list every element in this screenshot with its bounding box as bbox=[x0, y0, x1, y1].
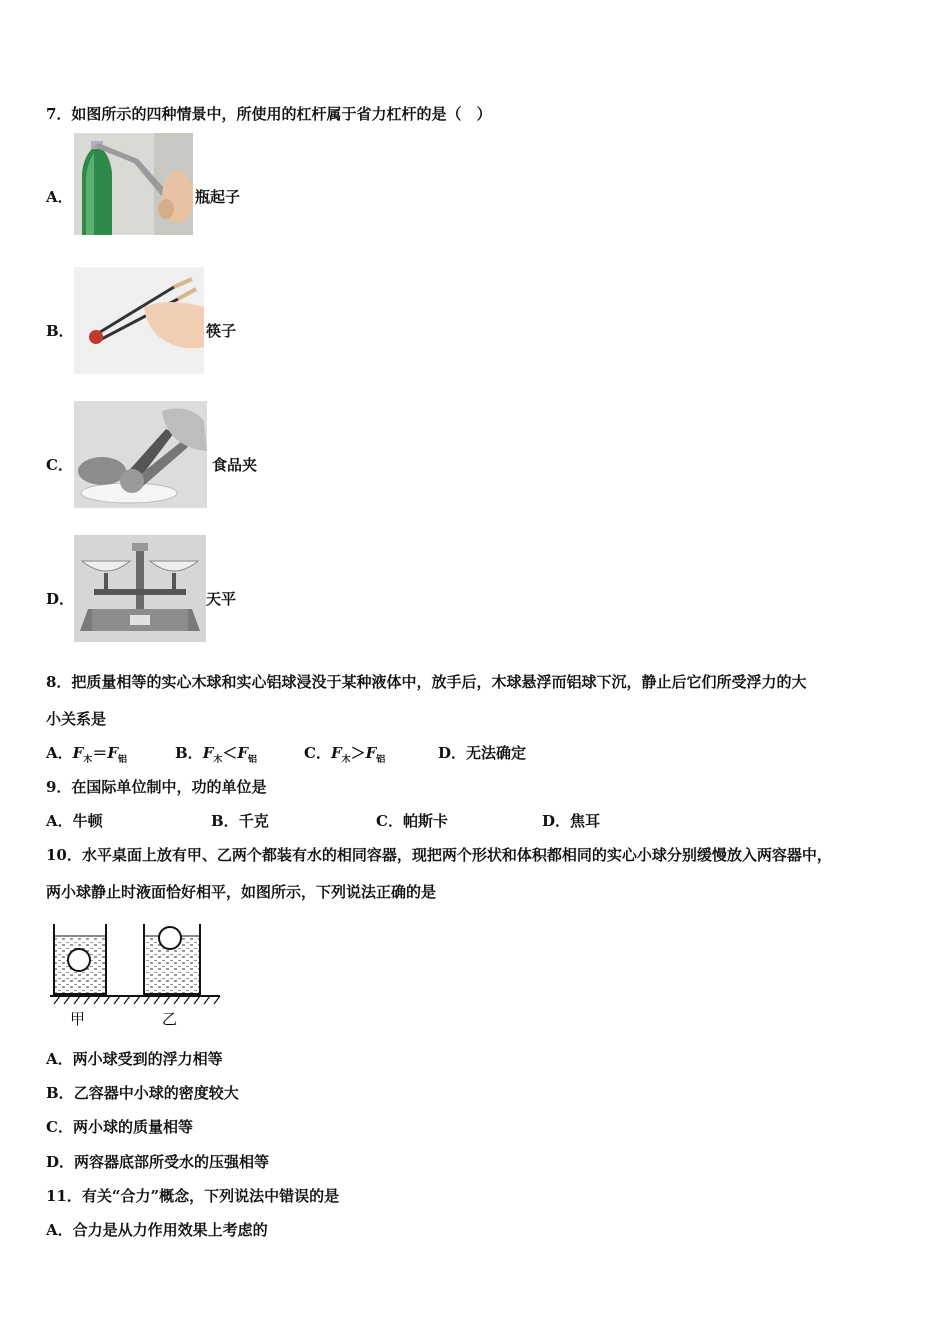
q10-option-d-label: D． bbox=[46, 1153, 75, 1171]
q10-option-c-text: 两小球的质量相等 bbox=[72, 1118, 193, 1136]
q8-option-b-label: B． bbox=[175, 744, 203, 762]
q8-option-a bbox=[46, 742, 127, 765]
q8-option-d-text: 无法确定 bbox=[466, 744, 527, 762]
q8-stem-line1: 8．把质量相等的实心木球和实心铝球浸没于某种液体中，放手后，木球悬浮而铝球下沉，静止后它们所受浮力的大 bbox=[46, 673, 807, 691]
q7-option-a-text: 瓶起子 bbox=[195, 188, 241, 206]
q9-option-b-text: 千克 bbox=[238, 812, 269, 830]
q10-option-b-text: 乙容器中小球的密度较大 bbox=[73, 1084, 239, 1102]
q11-option-a-label: A． bbox=[46, 1221, 73, 1239]
q9-option-b-label: B． bbox=[211, 812, 239, 830]
force-symbol: F bbox=[237, 744, 249, 762]
q7-option-c-label: C． bbox=[46, 456, 73, 474]
q9-option-d bbox=[542, 810, 600, 831]
q10-stem-line2: 两小球静止时液面恰好相平，如图所示，下列说法正确的是 bbox=[46, 883, 437, 901]
q10-option-d bbox=[46, 1151, 269, 1172]
subscript-aluminum: 铝 bbox=[248, 755, 258, 765]
force-symbol: F bbox=[330, 744, 342, 762]
q9-option-d-text: 焦耳 bbox=[570, 812, 601, 830]
force-symbol: F bbox=[107, 744, 118, 762]
q8-option-b bbox=[175, 742, 257, 765]
q11-option-a bbox=[46, 1219, 268, 1240]
q8-option-a-label: A． bbox=[46, 744, 73, 762]
q8-option-c bbox=[304, 742, 385, 765]
q10-option-c bbox=[46, 1116, 193, 1137]
q7-option-b-label: B． bbox=[46, 322, 74, 340]
relation-symbol: ＞ bbox=[350, 744, 366, 762]
q8-option-d-label: D． bbox=[438, 744, 467, 762]
subscript-aluminum: 铝 bbox=[117, 755, 127, 765]
q9-option-b bbox=[211, 810, 269, 831]
q9-option-a-text: 牛顿 bbox=[72, 812, 103, 830]
q11-stem: 11．有关“合力”概念，下列说法中错误的是 bbox=[46, 1187, 340, 1205]
q10-option-b-label: B． bbox=[46, 1084, 74, 1102]
q10-option-b bbox=[46, 1082, 239, 1103]
containers-figure bbox=[46, 918, 226, 1030]
q8-stem-line2: 小关系是 bbox=[46, 710, 107, 728]
q10-option-a-text: 两小球受到的浮力相等 bbox=[72, 1050, 223, 1068]
figure-label-jia: 甲 bbox=[70, 1010, 86, 1028]
q8-option-c-label: C． bbox=[304, 744, 331, 762]
q7-option-a-label: A． bbox=[46, 188, 73, 206]
q10-option-a bbox=[46, 1048, 223, 1069]
force-symbol: F bbox=[72, 744, 84, 762]
relation-symbol: ＜ bbox=[222, 744, 238, 762]
q9-option-d-label: D． bbox=[542, 812, 571, 830]
food-tongs-image bbox=[74, 401, 207, 508]
q7-stem: 7．如图所示的四种情景中，所使用的杠杆属于省力杠杆的是（ ） bbox=[46, 105, 492, 123]
subscript-wood: 木 bbox=[341, 755, 351, 765]
q10-stem-line1: 10．水平桌面上放有甲、乙两个都装有水的相同容器，现把两个形状和体积都相同的实心小球分别缓慢放入两容器中， bbox=[46, 846, 832, 864]
chopsticks-image bbox=[74, 267, 204, 374]
balance-scale-image bbox=[74, 535, 206, 642]
subscript-wood: 木 bbox=[83, 755, 93, 765]
force-symbol: F bbox=[365, 744, 377, 762]
q10-option-c-label: C． bbox=[46, 1118, 73, 1136]
q7-option-d-label: D． bbox=[46, 590, 75, 608]
q9-option-c bbox=[376, 810, 448, 831]
q9-option-c-label: C． bbox=[376, 812, 403, 830]
figure-label-yi: 乙 bbox=[162, 1010, 178, 1028]
q8-option-d bbox=[438, 742, 526, 763]
bottle-opener-image bbox=[74, 133, 193, 235]
q7-option-b-text: 筷子 bbox=[206, 322, 237, 340]
q7-option-c-text: 食品夹 bbox=[212, 456, 258, 474]
relation-symbol: ＝ bbox=[92, 744, 108, 762]
q11-option-a-text: 合力是从力作用效果上考虑的 bbox=[72, 1221, 268, 1239]
q9-stem: 9．在国际单位制中，功的单位是 bbox=[46, 778, 267, 796]
q9-option-a bbox=[46, 810, 103, 831]
force-symbol: F bbox=[202, 744, 214, 762]
subscript-wood: 木 bbox=[213, 755, 223, 765]
q10-option-a-label: A． bbox=[46, 1050, 73, 1068]
q9-option-c-text: 帕斯卡 bbox=[402, 812, 448, 830]
q10-option-d-text: 两容器底部所受水的压强相等 bbox=[74, 1153, 270, 1171]
subscript-aluminum: 铝 bbox=[376, 755, 386, 765]
q9-option-a-label: A． bbox=[46, 812, 73, 830]
q7-option-d-text: 天平 bbox=[206, 590, 237, 608]
